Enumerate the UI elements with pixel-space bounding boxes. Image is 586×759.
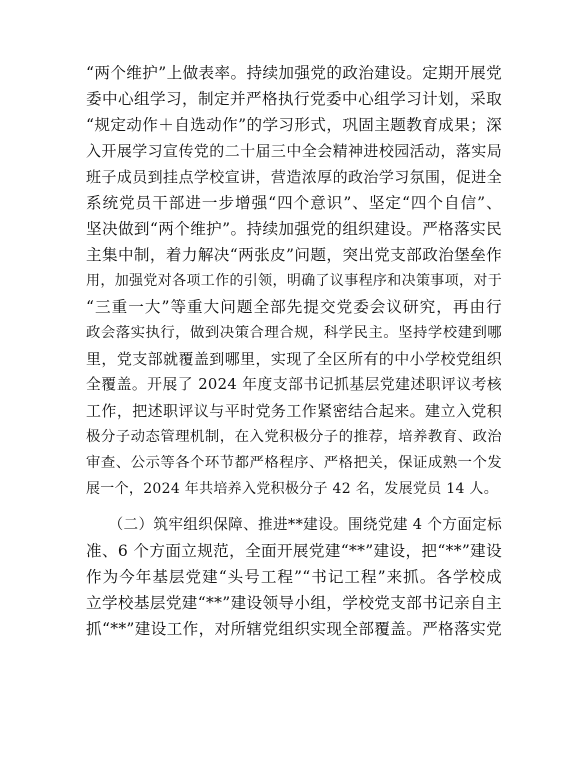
document-body — [86, 60, 502, 642]
text-line: “两个维护”上做表率。持续加强党的政治建设。定期开展党 — [86, 64, 502, 82]
text-line: 坚决做到“两个维护”。持续加强党的组织建设。严格落实民 — [86, 220, 502, 238]
paragraph — [86, 60, 502, 502]
text-line: 政会落实执行，做到决策合理合规，科学民主。坚持学校建到哪 — [86, 325, 502, 341]
text-line: 工作，把述职评议与平时党务工作紧密结合起来。建立入党积 — [86, 402, 502, 420]
section-heading-line: （二）筑牢组织保障、推进**建设。围绕党建 4 个方面定标 — [86, 516, 502, 533]
text-line: 作为今年基层党建“头号工程”“书记工程”来抓。各学校成 — [86, 568, 502, 586]
text-line: 入开展学习宣传党的二十届三中全会精神进校园活动，落实局 — [86, 142, 502, 160]
text-line: 极分子动态管理机制，在入党积极分子的推荐，培养教育、政治 — [86, 429, 502, 445]
text-line: 立学校基层党建“**”建设领导小组，学校党支部书记亲自主 — [86, 594, 502, 612]
text-line: “三重一大”等重大问题全部先提交党委会议研究，再由行 — [86, 298, 502, 316]
text-line: 班子成员到挂点学校宣讲，营造浓厚的政治学习氛围，促进全 — [86, 168, 502, 186]
text-line: 准、6 个方面立规范，全面开展党建“**”建设，把“**”建设 — [86, 542, 502, 560]
text-line: 用，加强党对各项工作的引领，明确了议事程序和决策事项，对于 — [86, 273, 502, 289]
text-line: 主集中制，着力解决“两张皮”问题，突出党支部政治堡垒作 — [86, 246, 502, 264]
text-line: 里，党支部就覆盖到哪里，实现了全区所有的中小学校党组织 — [86, 350, 502, 368]
text-line: 委中心组学习，制定并严格执行党委中心组学习计划，采取 — [86, 90, 502, 108]
paragraph — [86, 512, 502, 642]
paragraph-spacing — [86, 502, 502, 512]
text-line: 展一个，2024 年共培养入党积极分子 42 名，发展党员 14 人。 — [86, 481, 499, 497]
text-line: 全覆盖。开展了 2024 年度支部书记抓基层党建述职评议考核 — [86, 376, 502, 393]
text-line: 审查、公示等各个环节都严格程序、严格把关，保证成熟一个发 — [86, 455, 502, 471]
text-line: 抓“**”建设工作，对所辖党组织实现全部覆盖。严格落实党 — [86, 620, 502, 638]
text-line: 系统党员干部进一步增强“四个意识”、坚定“四个自信”、 — [86, 194, 502, 212]
text-line: “规定动作＋自选动作”的学习形式，巩固主题教育成果；深 — [86, 116, 502, 134]
